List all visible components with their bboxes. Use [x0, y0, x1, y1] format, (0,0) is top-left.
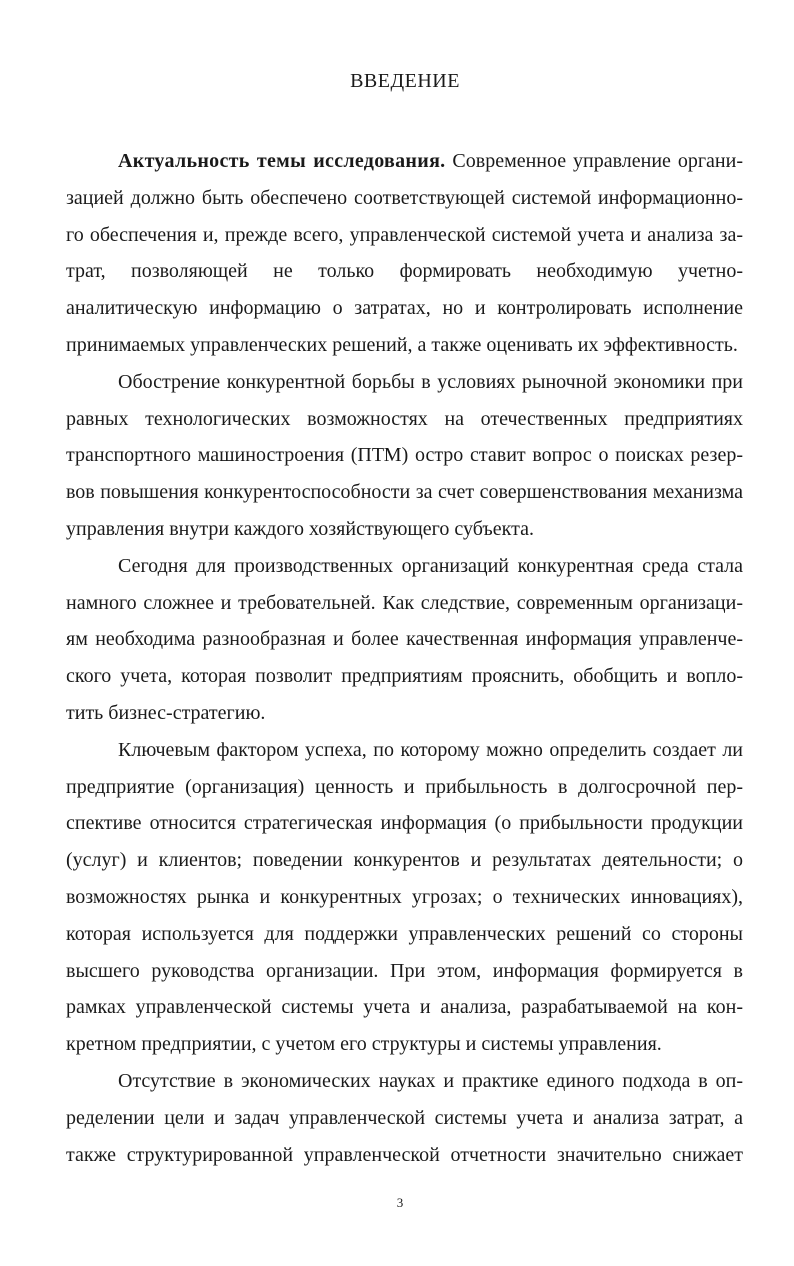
- paragraph-line: спективе относится стратегическая информация (о прибыльности продукции: [66, 812, 743, 835]
- paragraph-line: Актуальность темы исследования. Современное управление органи-: [118, 150, 743, 172]
- paragraph-line: ского учета, которая позволит предприятиям прояснить, обобщить и вопло-: [66, 665, 743, 688]
- paragraph-line: кретном предприятии, с учетом его структуры и системы управления.: [66, 1033, 662, 1056]
- paragraph-line: которая используется для поддержки управленческих решений со стороны: [66, 922, 743, 945]
- paragraph-line: тить бизнес-стратегию.: [66, 702, 266, 724]
- paragraph-line: трат, позволяющей не только формировать необходимую учетно-: [66, 260, 743, 283]
- paragraph-line: транспортного машиностроения (ПТМ) остро ставит вопрос о поисках резер-: [66, 444, 743, 467]
- page-heading: ВВЕДЕНИЕ: [350, 70, 460, 92]
- paragraph-line: вов повышения конкурентоспособности за счет совершенствования механизма: [66, 481, 743, 504]
- paragraph-line: также структурированной управленческой отчетности значительно снижает: [66, 1143, 743, 1166]
- paragraph-line: зацией должно быть обеспечено соответствующей системой информационно-: [66, 186, 743, 209]
- page-number: 3: [396, 1195, 404, 1210]
- paragraph-line: аналитическую информацию о затратах, но и контролировать исполнение: [66, 297, 743, 320]
- paragraph-line: возможностях рынка и конкурентных угрозах; о технических инновациях),: [66, 886, 743, 908]
- paragraph-line: го обеспечения и, прежде всего, управленческой системой учета и анализа за-: [66, 223, 743, 246]
- paragraph-line: Отсутствие в экономических науках и практике единого подхода в оп-: [118, 1070, 743, 1092]
- paragraph-line: (услуг) и клиентов; поведении конкурентов и результатах деятельности; о: [66, 849, 743, 872]
- paragraph-line: ям необходима разнообразная и более качественная информация управленче-: [66, 628, 743, 651]
- paragraph-line: Сегодня для производственных организаций конкурентная среда стала: [118, 554, 743, 577]
- paragraph-line: управления внутри каждого хозяйствующего субъекта.: [66, 518, 534, 540]
- paragraph-line: равных технологических возможностях на отечественных предприятиях: [66, 407, 743, 430]
- paragraph-line: рамках управленческой системы учета и анализа, разрабатываемой на кон-: [66, 996, 743, 1019]
- paragraph-line: высшего руководства организации. При этом, информация формируется в: [66, 959, 743, 982]
- paragraph-lead: Актуальность темы исследования.: [118, 150, 446, 172]
- paragraph-line: Обострение конкурентной борьбы в условиях рыночной экономики при: [118, 370, 743, 393]
- paragraph-line: ределении цели и задач управленческой системы учета и анализа затрат, а: [66, 1106, 743, 1129]
- paragraph-line: предприятие (организация) ценность и прибыльность в долгосрочной пер-: [66, 775, 743, 798]
- paragraph-line: намного сложнее и требовательней. Как следствие, современным организаци-: [66, 591, 743, 614]
- paragraph-line: принимаемых управленческих решений, а также оценивать их эффективность.: [66, 334, 738, 356]
- paragraph-line: Ключевым фактором успеха, по которому можно определить создает ли: [118, 738, 743, 761]
